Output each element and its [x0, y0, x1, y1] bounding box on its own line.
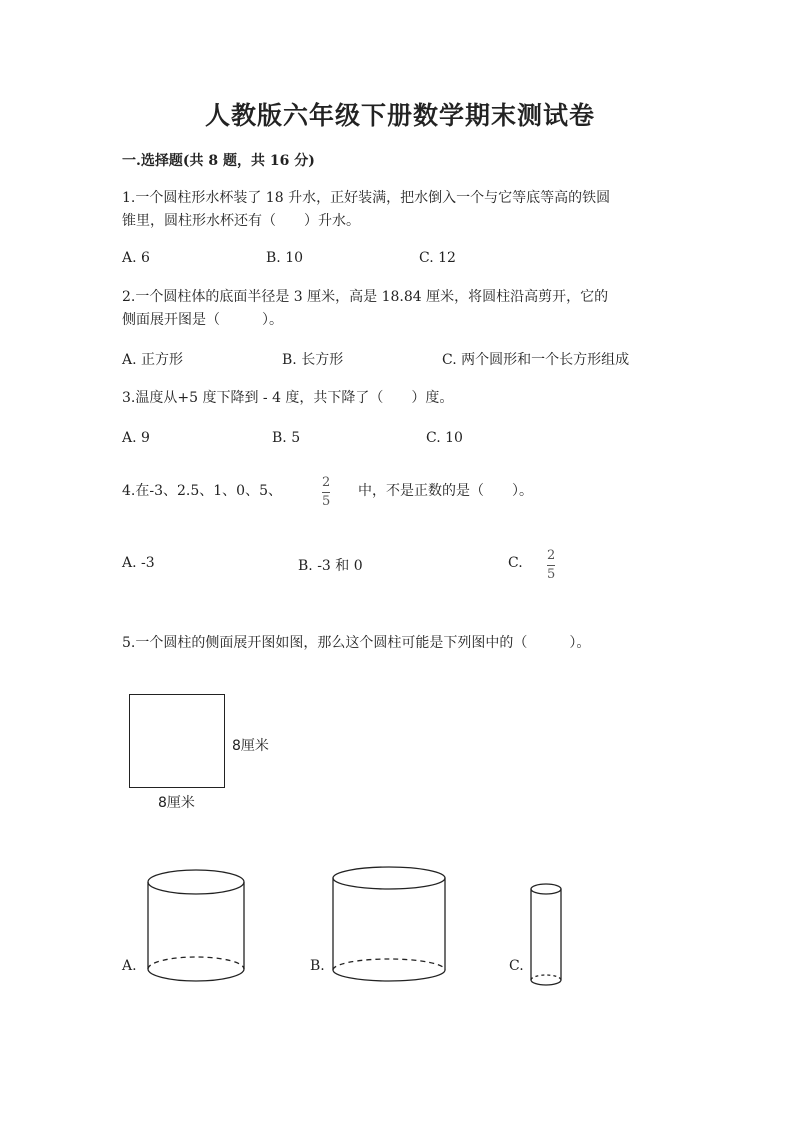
question-2-option-a: A. 正方形 — [122, 352, 184, 368]
question-3-option-a: A. 9 — [122, 430, 150, 446]
question-5-option-b: B. — [310, 958, 325, 974]
cylinder-c — [531, 884, 561, 985]
question-3-option-c: C. 10 — [426, 430, 463, 446]
question-2-option-c: C. 两个圆形和一个长方形组成 — [442, 352, 630, 368]
question-2-line-1: 2.一个圆柱体的底面半径是 3 厘米，高是 18.84 厘米，将圆柱沿高剪开，它的 — [122, 289, 609, 305]
section-heading: 一.选择题(共 8 题，共 16 分) — [122, 153, 315, 169]
question-5-option-c: C. — [509, 958, 524, 974]
question-1-option-a: A. 6 — [122, 250, 150, 266]
question-4-option-b: B. -3 和 0 — [298, 558, 363, 574]
question-4-prefix: 4.在-3、2.5、1、0、5、 — [122, 483, 282, 499]
fraction-numerator: 2 — [322, 475, 331, 490]
square-bottom-label: 8厘米 — [158, 795, 195, 811]
question-2-option-b: B. 长方形 — [282, 352, 344, 368]
cylinder-options-figure — [0, 860, 800, 1000]
square-side-label: 8厘米 — [232, 738, 269, 754]
question-4-option-a: A. -3 — [122, 555, 155, 571]
fraction-denominator: 5 — [322, 494, 331, 509]
question-1-line-2: 锥里，圆柱形水杯还有（ ）升水。 — [122, 213, 360, 229]
fraction-numerator: 2 — [547, 548, 556, 563]
question-1-option-b: B. 10 — [266, 250, 304, 266]
question-4-option-c: C. — [508, 555, 523, 571]
question-3-line-1: 3.温度从+5 度下降到 - 4 度，共下降了（ ）度。 — [122, 390, 454, 406]
question-4-suffix: 中，不是正数的是（ ）。 — [358, 483, 533, 499]
question-4-fraction — [322, 474, 330, 511]
question-3-option-b: B. 5 — [272, 430, 301, 446]
question-5-line-1: 5.一个圆柱的侧面展开图如图，那么这个圆柱可能是下列图中的（ ）。 — [122, 635, 591, 651]
question-4-option-c-fraction — [547, 547, 555, 584]
question-5-option-a: A. — [122, 958, 137, 974]
page-title: 人教版六年级下册数学期末测试卷 — [204, 101, 595, 130]
question-1-line-1: 1.一个圆柱形水杯装了 18 升水，正好装满，把水倒入一个与它等底等高的铁圆 — [122, 190, 611, 206]
fraction-denominator: 5 — [547, 567, 556, 582]
question-1-option-c: C. 12 — [419, 250, 456, 266]
unfolded-square-figure — [129, 694, 225, 788]
cylinder-a — [148, 870, 244, 981]
question-2-line-2: 侧面展开图是（ ）。 — [122, 312, 283, 328]
cylinder-b — [333, 867, 445, 981]
